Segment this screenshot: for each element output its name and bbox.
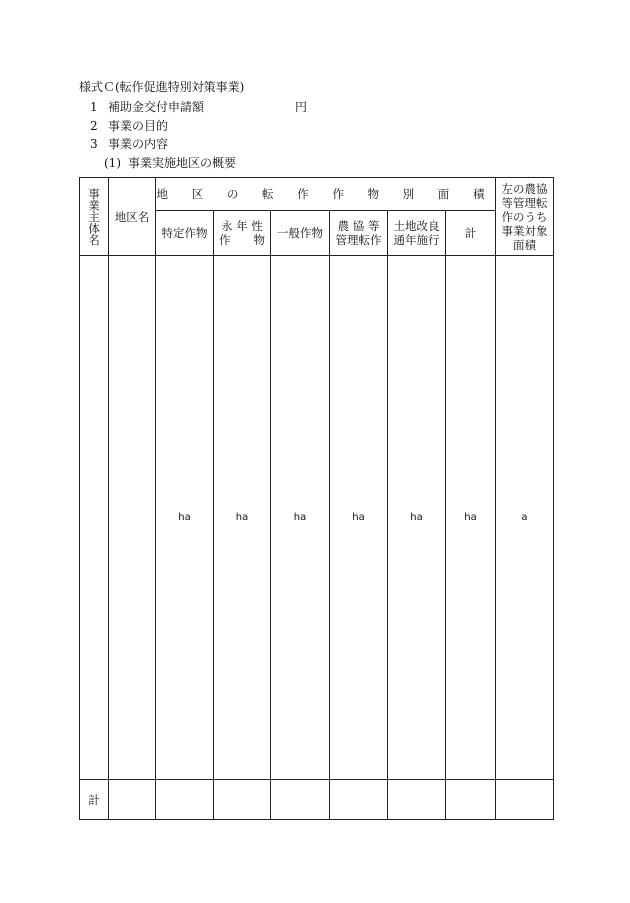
yen-unit: 円 [295,100,308,114]
cell-total [330,780,388,820]
district-area-table [79,177,554,820]
item-number: 2 [90,119,98,133]
header-specific-crops: 特定作物 [156,211,214,256]
unit-ha: ha [388,256,446,780]
header-general-crops: 一般作物 [271,211,330,256]
item-content [90,137,168,151]
subitem-number: (1) [104,156,121,170]
header-perennial-crops: 永 年 性 作 物 [214,211,271,256]
cell-total [109,780,156,820]
item-subsidy-amount [90,100,308,114]
cell-total [446,780,496,820]
cell-total [271,780,330,820]
header-subtotal: 計 [446,211,496,256]
header-entity-name: 事業主体名 [80,178,109,256]
cell-total [496,780,554,820]
unit-ha: ha [214,256,271,780]
cell-total [214,780,271,820]
header-land-improvement: 土地改良 通年施行 [388,211,446,256]
unit-ha: ha [156,256,214,780]
total-label: 計 [80,780,109,820]
subitem-district-overview [104,156,236,170]
unit-a: a [496,256,554,780]
cell-district [109,256,156,780]
item-purpose [90,119,168,133]
unit-ha: ha [271,256,330,780]
header-district-name: 地区名 [109,178,156,256]
item-number: 1 [90,100,98,114]
item-label: 事業の目的 [108,119,169,133]
header-area-by-crop: 地 区 の 転 作 作 物 別 面 積 [156,178,496,211]
unit-ha: ha [446,256,496,780]
table-row [80,256,554,780]
item-number: 3 [90,137,98,151]
item-label: 事業の内容 [108,137,169,151]
header-coop-managed: 農 協 等 管理転作 [330,211,388,256]
header-managed-target-area: 左の農協 等管理転 作のうち 事業対象 面積 [496,178,554,256]
form-title: 様式Ｃ(転作促進特別対策事業) [79,80,245,94]
cell-entity [80,256,109,780]
cell-total [388,780,446,820]
item-label: 補助金交付申請額 [108,100,205,114]
unit-ha: ha [330,256,388,780]
subitem-label: 事業実施地区の概要 [128,156,237,170]
total-row [80,780,554,820]
cell-total [156,780,214,820]
